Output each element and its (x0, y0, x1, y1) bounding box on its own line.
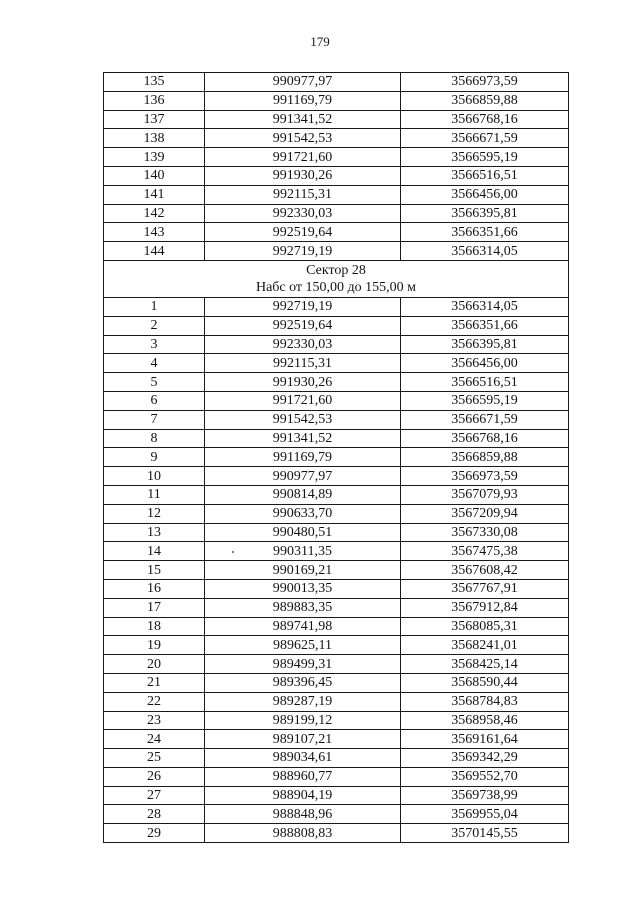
table-row (104, 391, 569, 410)
x-coordinate-cell: 991542,53 (205, 129, 401, 148)
y-coordinate-cell: 3566973,59 (401, 467, 569, 486)
x-coordinate-cell: 988808,83 (205, 824, 401, 843)
point-number-cell: 14 (104, 542, 205, 561)
x-coordinate-cell: 992330,03 (205, 335, 401, 354)
x-coordinate-cell: 990977,97 (205, 467, 401, 486)
table-row (104, 617, 569, 636)
table-row (104, 523, 569, 542)
x-coordinate-cell: 992719,19 (205, 297, 401, 316)
x-coordinate-cell: 991341,52 (205, 110, 401, 129)
x-coordinate-cell: 990013,35 (205, 579, 401, 598)
point-number-cell: 20 (104, 655, 205, 674)
y-coordinate-cell: 3568590,44 (401, 673, 569, 692)
point-number-cell: 6 (104, 391, 205, 410)
point-number-cell: 140 (104, 166, 205, 185)
point-number-cell: 138 (104, 129, 205, 148)
y-coordinate-cell: 3566671,59 (401, 410, 569, 429)
point-number-cell: 8 (104, 429, 205, 448)
table-row (104, 504, 569, 523)
point-number-cell: 26 (104, 767, 205, 786)
point-number-cell: 15 (104, 561, 205, 580)
y-coordinate-cell: 3569161,64 (401, 730, 569, 749)
point-number-cell: 18 (104, 617, 205, 636)
table-row (104, 824, 569, 843)
x-coordinate-cell: 989625,11 (205, 636, 401, 655)
table-row (104, 297, 569, 316)
y-coordinate-cell: 3566395,81 (401, 335, 569, 354)
y-coordinate-cell: 3566595,19 (401, 148, 569, 167)
y-coordinate-cell: 3566768,16 (401, 110, 569, 129)
y-coordinate-cell: 3567912,84 (401, 598, 569, 617)
point-number-cell: 29 (104, 824, 205, 843)
x-coordinate-cell: 992719,19 (205, 242, 401, 261)
table-row (104, 542, 569, 561)
point-number-cell: 28 (104, 805, 205, 824)
y-coordinate-cell: 3566351,66 (401, 223, 569, 242)
y-coordinate-cell: 3568241,01 (401, 636, 569, 655)
table-row (104, 485, 569, 504)
table-row (104, 410, 569, 429)
y-coordinate-cell: 3568958,46 (401, 711, 569, 730)
table-row (104, 91, 569, 110)
y-coordinate-cell: 3568784,83 (401, 692, 569, 711)
x-coordinate-cell: 992115,31 (205, 354, 401, 373)
point-number-cell: 10 (104, 467, 205, 486)
table-row (104, 673, 569, 692)
x-coordinate-cell: 991930,26 (205, 166, 401, 185)
coordinates-table (103, 72, 569, 843)
point-number-cell: 16 (104, 579, 205, 598)
x-coordinate-cell: 989034,61 (205, 749, 401, 768)
x-coordinate-cell: 988904,19 (205, 786, 401, 805)
y-coordinate-cell: 3566768,16 (401, 429, 569, 448)
y-coordinate-cell: 3570145,55 (401, 824, 569, 843)
table-row (104, 73, 569, 92)
x-coordinate-cell: 989199,12 (205, 711, 401, 730)
x-coordinate-cell: 992519,64 (205, 223, 401, 242)
table-row (104, 786, 569, 805)
point-number-cell: 7 (104, 410, 205, 429)
y-coordinate-cell: 3567079,93 (401, 485, 569, 504)
table-row (104, 316, 569, 335)
table-row (104, 692, 569, 711)
point-number-cell: 135 (104, 73, 205, 92)
y-coordinate-cell: 3566973,59 (401, 73, 569, 92)
point-number-cell: 21 (104, 673, 205, 692)
point-number-cell: 9 (104, 448, 205, 467)
y-coordinate-cell: 3567330,08 (401, 523, 569, 542)
table-row (104, 467, 569, 486)
point-number-cell: 137 (104, 110, 205, 129)
table-row (104, 598, 569, 617)
scan-speck (232, 551, 234, 553)
y-coordinate-cell: 3569738,99 (401, 786, 569, 805)
y-coordinate-cell: 3566351,66 (401, 316, 569, 335)
x-coordinate-cell: 992115,31 (205, 185, 401, 204)
y-coordinate-cell: 3566516,51 (401, 166, 569, 185)
x-coordinate-cell: 989499,31 (205, 655, 401, 674)
page-number: 179 (310, 34, 330, 49)
x-coordinate-cell: 990169,21 (205, 561, 401, 580)
y-coordinate-cell: 3566314,05 (401, 242, 569, 261)
table-row (104, 805, 569, 824)
point-number-cell: 143 (104, 223, 205, 242)
table-row (104, 579, 569, 598)
point-number-cell: 139 (104, 148, 205, 167)
point-number-cell: 11 (104, 485, 205, 504)
table-row (104, 711, 569, 730)
point-number-cell: 141 (104, 185, 205, 204)
y-coordinate-cell: 3566516,51 (401, 373, 569, 392)
point-number-cell: 23 (104, 711, 205, 730)
x-coordinate-cell: 991721,60 (205, 391, 401, 410)
point-number-cell: 25 (104, 749, 205, 768)
point-number-cell: 22 (104, 692, 205, 711)
sector-title: Сектор 28 (306, 262, 366, 278)
coordinates-table-body (104, 73, 569, 843)
x-coordinate-cell: 990311,35 (205, 542, 401, 561)
y-coordinate-cell: 3566595,19 (401, 391, 569, 410)
y-coordinate-cell: 3568425,14 (401, 655, 569, 674)
table-row (104, 749, 569, 768)
point-number-cell: 3 (104, 335, 205, 354)
point-number-cell: 142 (104, 204, 205, 223)
x-coordinate-cell: 990633,70 (205, 504, 401, 523)
y-coordinate-cell: 3566314,05 (401, 297, 569, 316)
x-coordinate-cell: 990977,97 (205, 73, 401, 92)
table-row (104, 204, 569, 223)
table-row (104, 242, 569, 261)
table-row (104, 448, 569, 467)
table-row (104, 354, 569, 373)
point-number-cell: 5 (104, 373, 205, 392)
x-coordinate-cell: 990480,51 (205, 523, 401, 542)
table-row (104, 636, 569, 655)
point-number-cell: 144 (104, 242, 205, 261)
y-coordinate-cell: 3566859,88 (401, 448, 569, 467)
x-coordinate-cell: 992519,64 (205, 316, 401, 335)
table-row (104, 148, 569, 167)
x-coordinate-cell: 991542,53 (205, 410, 401, 429)
sector-header-cell (104, 260, 569, 297)
point-number-cell: 12 (104, 504, 205, 523)
table-row (104, 373, 569, 392)
point-number-cell: 24 (104, 730, 205, 749)
y-coordinate-cell: 3566859,88 (401, 91, 569, 110)
x-coordinate-cell: 991341,52 (205, 429, 401, 448)
point-number-cell: 136 (104, 91, 205, 110)
y-coordinate-cell: 3569552,70 (401, 767, 569, 786)
sector-header-row (104, 260, 569, 297)
x-coordinate-cell: 991169,79 (205, 91, 401, 110)
table-row (104, 429, 569, 448)
y-coordinate-cell: 3569342,29 (401, 749, 569, 768)
x-coordinate-cell: 989287,19 (205, 692, 401, 711)
table-row (104, 110, 569, 129)
point-number-cell: 2 (104, 316, 205, 335)
x-coordinate-cell: 988960,77 (205, 767, 401, 786)
point-number-cell: 13 (104, 523, 205, 542)
table-row (104, 129, 569, 148)
x-coordinate-cell: 989741,98 (205, 617, 401, 636)
table-row (104, 223, 569, 242)
x-coordinate-cell: 991169,79 (205, 448, 401, 467)
y-coordinate-cell: 3566671,59 (401, 129, 569, 148)
x-coordinate-cell: 991721,60 (205, 148, 401, 167)
x-coordinate-cell: 989883,35 (205, 598, 401, 617)
sector-height-range: Набс от 150,00 до 155,00 м (255, 279, 417, 295)
point-number-cell: 4 (104, 354, 205, 373)
y-coordinate-cell: 3567608,42 (401, 561, 569, 580)
point-number-cell: 19 (104, 636, 205, 655)
table-row (104, 767, 569, 786)
x-coordinate-cell: 989396,45 (205, 673, 401, 692)
table-row (104, 655, 569, 674)
x-coordinate-cell: 988848,96 (205, 805, 401, 824)
x-coordinate-cell: 992330,03 (205, 204, 401, 223)
y-coordinate-cell: 3567209,94 (401, 504, 569, 523)
y-coordinate-cell: 3568085,31 (401, 617, 569, 636)
y-coordinate-cell: 3567767,91 (401, 579, 569, 598)
point-number-cell: 27 (104, 786, 205, 805)
point-number-cell: 1 (104, 297, 205, 316)
y-coordinate-cell: 3567475,38 (401, 542, 569, 561)
x-coordinate-cell: 991930,26 (205, 373, 401, 392)
table-row (104, 185, 569, 204)
table-row (104, 335, 569, 354)
y-coordinate-cell: 3566456,00 (401, 185, 569, 204)
table-row (104, 166, 569, 185)
y-coordinate-cell: 3566456,00 (401, 354, 569, 373)
table-row (104, 561, 569, 580)
x-coordinate-cell: 990814,89 (205, 485, 401, 504)
y-coordinate-cell: 3566395,81 (401, 204, 569, 223)
y-coordinate-cell: 3569955,04 (401, 805, 569, 824)
point-number-cell: 17 (104, 598, 205, 617)
table-row (104, 730, 569, 749)
x-coordinate-cell: 989107,21 (205, 730, 401, 749)
